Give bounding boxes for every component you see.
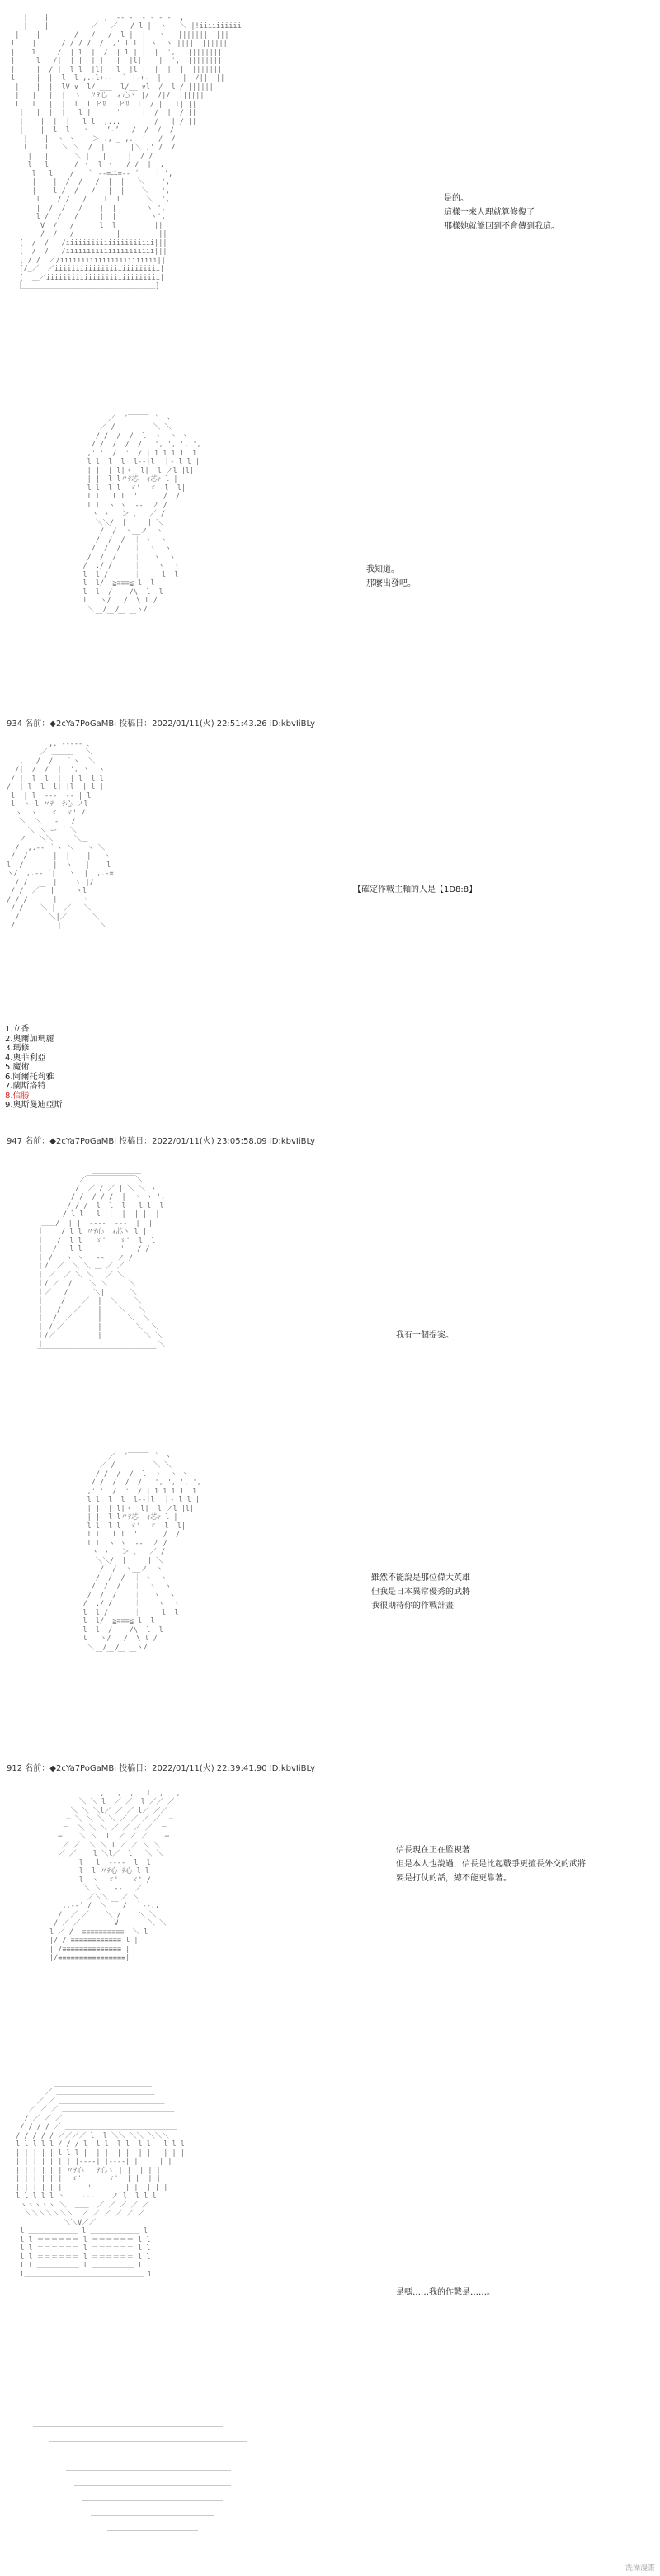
vote-option: 5.魔術 [5,1063,30,1072]
panel-7 [0,2068,660,2398]
post-header [7,1134,315,1146]
dialogue-line: 要是打仗的話，總不能更靠著。 [396,1874,512,1883]
panel-1 [0,0,660,396]
dialogue-line: 信長現在正在監視著 [396,1846,470,1855]
dialogue-box [366,563,416,591]
dialogue-line: 是的。 [444,194,469,203]
dialogue-box [371,1571,470,1613]
ascii-art-figure: ／ ´￣￣￣ ｀ ヽ ／ / ＼ ＼ / / / / l ヽ ヽ ヽ / / / / /l ', ', ', ', ,' ' / ' / | l l l l l l l l l l-‐|l ｜‐ l l | | | | l|ヽ__l| l_ノl |l| | | l l〃ﾃ芯 ｨ芯ｧ|l | l l l l ゞ' ゞ' l l| l l l l ' / / l l ヽ ヽ ‐‐ ノ / ヽ ヽ ＞ ､__ ／ / ＼＼/ | | ＼ / / ヽ__ノ ヽ / / / ｜ ヽ ヽ / / / ｜ ヽ ヽ / / / ｜ ヽ ヽ / ./ / ｜ ヽ ヽ l l / ｜ l l l l/ ≧≡≡≡≦ l l l l / /\ l l l ヽ/ / \ l / ＼ / / ヽ/ ￣ ￣ ￣ ￣ [82,414,201,622]
post-header [7,716,315,729]
panel-2 [0,401,660,711]
watermark-logo: 洗澡漫畫 [625,2564,655,2573]
dialogue-line: 是嗎……我的作戰是……。 [396,2288,495,2297]
panel-5 [0,1437,660,1761]
post-number: 947 [7,1137,23,1146]
ascii-art-figure: ＿＿＿＿＿＿＿ ／￣￣￣￣￣￣￣＼ / ／ / ／ | ＼ ＼ ヽ / / / / / | ヽ ヽ ', / / / l l l l l l / l l l | | | | | ＿＿/ | | ‐-‐- ‐-‐ | | ｜ / l l 〃ﾃ心 ｨ芯ヽ l | ｜ / l l ゞ' ゞ' l l ｜ / l l ' / / ｜ / ヽ ヽ ‐‐ ノ / ｜/ ／ ＼ ＼ ＿ ／ ／ ｜ ／ ／ ＼ ＼ ／ ＼ ｜/ ／ / ＼ ＼ ＼ ｜／ / ＼| ＼ ｜ / ／ | ＼ ＼ ｜ / ／ | ＼ ＼ ｜ / ／ | ＼ ＼ ｜ / ／ | ＼ ＼ ｜/／ | ＼ ＼ ｜ | ＼ ￣￣￣￣￣￣￣￣￣￣￣￣￣￣￣￣￣ [37,1167,166,1357]
dialogue-box [353,883,477,897]
dialogue-line: 那麼出發吧。 [366,579,416,588]
dialogue-box [396,1843,586,1885]
panel-4 [0,1134,660,1437]
dialogue-line: 這樣一來人理就算修復了 [444,208,535,217]
dialogue-line: 【確定作戰主軸的人是【1D8:8】 [353,885,478,894]
vote-option: 9.奧斯曼迪亞斯 [5,1101,63,1110]
post-header [7,1761,315,1773]
dialogue-line: 但我是日本異常優秀的武將 [371,1588,470,1597]
post-id: ID:kbvIiBLy [269,719,316,729]
vote-option: 3.瑪修 [5,1044,30,1053]
vote-option-selected: 8.信勝 [5,1091,30,1101]
dialogue-line: 我很期待你的作戰計畫 [371,1602,454,1611]
post-date: 投稿日：2022/01/11(火) 22:39:41.90 [119,1764,267,1773]
post-name: 名前：◆2cYa7PoGaMBi [25,1764,116,1773]
ascii-art-figure: ／ ´￣￣￣ ｀ ヽ ／ / ＼ ＼ / / / / l ヽ ヽ ヽ / / / / /l ', ', ', ', ,' ' / ' / | l l l l l l l l l l-‐|l ｜‐ l l | | | | l|ヽ__l| l_ノl |l| | | l l〃ﾃ芯 ｨ芯ｧ|l | l l l l ゞ' ゞ' l l| l l l l ' / / l l ヽ ヽ ‐‐ ノ / ヽ ヽ ＞ ､__ ／ / ＼＼/ | | ＼ / / ヽ__ノ ヽ / / / ｜ ヽ ヽ / / / ｜ ヽ ヽ / / / ｜ ヽ ヽ / ./ / ｜ ヽ ヽ l l / ｜ l l l l/ ≧≡≡≡≦ l l l l / /\ l l l ヽ/ / \ l / ＼ / / ヽ/ ￣ ￣ ￣ ￣ [82,1452,201,1660]
dialogue-line: 我有一個提案。 [396,1331,454,1340]
panel-3 [0,711,660,1134]
dialogue-line: 但是本人也說過，信長是比起戰爭更擅長外交的武將 [396,1860,586,1869]
faded-ascii-residue [0,2409,660,2566]
post-date: 投稿日：2022/01/11(火) 23:05:58.09 [119,1137,267,1146]
vote-option: 1.立香 [5,1025,30,1034]
post-date: 投稿日：2022/01/11(火) 22:51:43.26 [119,719,267,729]
panel-6 [0,1761,660,2068]
post-name: 名前：◆2cYa7PoGaMBi [25,719,116,729]
post-id: ID:kbvIiBLy [269,1764,316,1773]
dialogue-box [396,1328,454,1342]
ascii-art-figure: , , , l , , ＼ ＼ l ／ ／ l ／／ ／ ＼ ＼ ＼l／ ／ ／ l／ ／／ ─ ＼ ＼ ＼ ＼ ／ ／ ／ ／ ─ ＝ ＼ ＼ ＼ ／ ／ ／ ／ ＝ ─ ＼ ＼ l ／ ／ ／ ─ ／ ／ ＼ ＼ l ／ ／ ＼ ＼ ／ ／ l ＼l／ l ＼ ＼ l l ‐‐‐‐ l l l l 〃ﾃ心 ﾃ心 l l l ヽ ゞ' ゞ' / ＼ ＼ ‐‐ ／ ／＼＼ ／ ＼ ,.-‐´ / ＼ ￣ / ｀‐-., / ／ ／ ＼ / ＼ ＼ / ／ ／ V ＼ ＼ l ／ / ≡≡≡≡≡≡≡≡≡≡ ＼ l |/ / ≡≡≡≡≡≡≡≡≡≡≡≡ l | | /≡≡≡≡≡≡≡≡≡≡≡≡≡≡ | |/≡≡≡≡≡≡≡≡≡≡≡≡≡≡≡≡| [50,1789,181,1962]
dialogue-line: 我知道。 [366,565,399,574]
dialogue-line: 那樣她就能回到不會傳到我這。 [444,222,559,231]
ascii-art-figure: | | , -‐ ‐ ‐ ‐ ‐ - , | | ／ ／ / l | ヽ ＼ |!iiiiiiiiii | | / / / l | | ヽ |||||||||||| l | / / / / / ,' l l | ヽ ヽ |||||||||||| | l / | l | / | l | | | ', |||||||||| | l /| | | | | | |l| | | ', |||||||| | | / | l l |l| l |l | | | | ||||||| l | | l l ,.-l+-‐ ｀ |‐+- | | | /|||||| | | | lV ∨ l/ ___ l/__ ∨l / l / |||||| | | | | ヽ 〃ﾃ心 ィ心ヽ |/ /|/ |||||| l l | | l l ヒﾘ ヒﾘ l / | l|||| | | | | l | ' | / | /||| | | | | l l ,..._ | / | / || | | l l ヽ ‘‐’ / / / / | | ヽ ヽ ＞ ., _ ,. ´ / / l l ＼ ＼ / | |＼ ,' / / | | ＼ | | | / / l l / ヽ l ヽ / / | ', l l / ｀ ‐-=ニ=-‐ ´ | ', | | / / / | | ＼ ', | l / / / | | ＼ ', l / / / l l ＼ ', | / / / | | ヽ ', l / / / | | ヽ', V / / l l || / / / | | || [ / / /iiiiiiiiiiiiiiiiiiiii||| [ / / /iiiiiiiiiiiiiiiiiiiii||| [ / / ／/iiiiiiiiiiiiiiiiiiiiiii|| [/_／ ／iiiiiiiiiiiiiiiiiiiiiiiii| [ ＿／iiiiiiiiiiiiiiiiiiiiiiiiiii| ［＿＿＿＿＿＿＿＿＿＿＿＿＿＿＿＿＿＿＿] [11,13,242,290]
dialogue-box [444,191,559,234]
vote-option: 4.奧菲利亞 [5,1053,46,1063]
vote-option: 6.阿爾托莉雅 [5,1072,54,1082]
vote-list [5,1025,63,1111]
ascii-art-figure: ＿＿＿＿＿＿＿＿＿＿＿＿＿＿ ／ ＿＿＿＿＿＿＿＿＿＿＿＿＿＿ ／ ／ ＿＿＿＿＿＿＿＿＿＿＿＿＿＿＿ ／ ／ ／ ＿＿＿＿＿＿＿＿＿＿＿＿＿＿＿＿ / ／ ／ ／ ＿＿＿＿＿＿＿＿＿＿＿＿＿＿＿＿ / / / / ／ ＿＿＿＿＿＿＿＿＿＿＿＿＿＿＿＿ / / / / / ／／／／ l l ＼＼ ＼＼ ＼＼＼ l l l l l / / / l l l l l l l l l l | | | | | l l l | | | | | | | | | | | | | | | | | |‐‐‐‐| |‐‐‐‐| | | | | | | | | | | 〃ﾃ心 ﾃ心ヽ | | | | | | | | | | | ゞ' ゞ' | | | | | | | | | | | ' | | | | | l l l l l ヽ ‐‐‐ ノ l l l l ヽヽヽヽヽ ＼ ＿＿ ／ ／ ／ ／ ／ ＼＼＼＼＼＼＼ ／ ／ ／ ／ ／ ／ ＿＿＿＿＿ ＼＼V／／＿＿＿＿＿ l ＿＿＿＿＿＿＿ l ＿＿＿＿＿＿＿ l l l ＝＝＝＝＝＝ l ＝＝＝＝＝＝ l l l l ＝＝＝＝＝＝ l ＝＝＝＝＝＝ l l l l ＝＝＝＝＝＝ l ＝＝＝＝＝＝ l l l l ＿＿＿＿＿＿ l ＿＿＿＿＿＿ l l l＿＿＿＿＿＿＿＿＿＿＿＿＿＿＿＿＿ l [16,2079,185,2279]
vote-option: 2.奧爾加瑪麗 [5,1034,54,1044]
post-number: 934 [7,719,23,729]
post-name: 名前：◆2cYa7PoGaMBi [25,1137,116,1146]
post-id: ID:kbvIiBLy [269,1137,316,1146]
post-number: 912 [7,1764,23,1773]
dialogue-line: 雖然不能說是那位偉大英雄 [371,1573,470,1583]
vote-option: 7.蘭斯洛特 [5,1082,46,1091]
dialogue-box [396,2286,495,2300]
ascii-art-figure: ,. -‐‐‐- ､ ／ ＿＿＿ ＼ , / / ｀ヽ ＼ /| / / | ', ヽ ヽ / | l l | | l l l / | l l l| |l | l | l | l ‐‐‐ ‐‐ | l l ヽ l 〃ﾃ ﾃ心 ノl ヽ ヽ ゞ ゞ' / ＼ ＼ ‐ / ＼ ＼ ー ´ ＼ ノ ＼＼ ＼＿ / ,.-‐ ｀ヽ ＼ ヽ ＼ / / | | | ヽ l / | ヽ | l ヽ/ ,.-‐ ´| ヽ | ,.-= / / | ヽ |/ / / ／￣ | ヽl / / / | ヽ / / ＼ | ／ ＼ / ＼|／ ＼ / | ＼ [7,739,114,930]
